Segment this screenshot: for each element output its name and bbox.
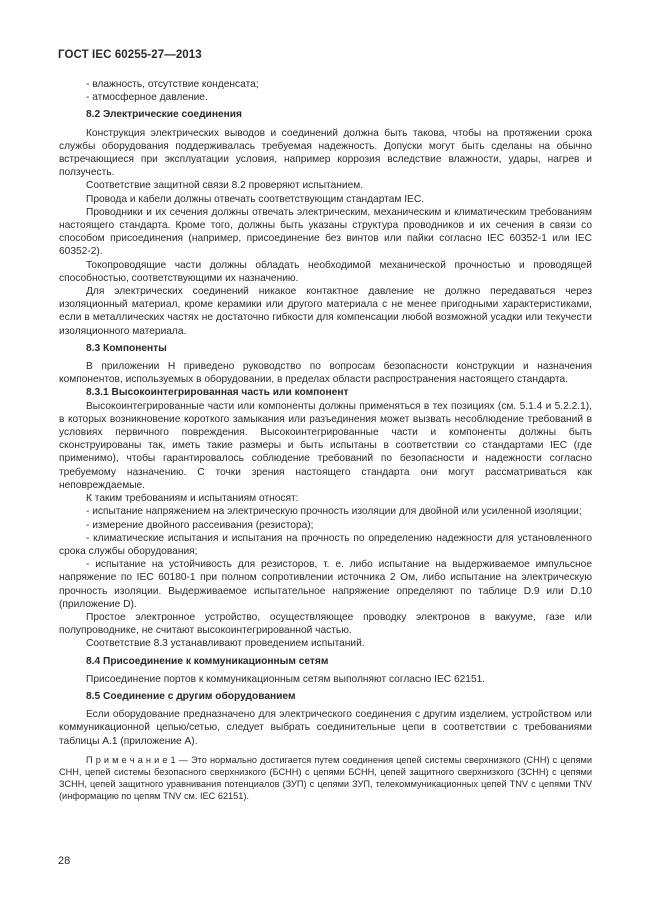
paragraph: - испытание напряжением на электрическую прочность изоляции для двойной или усиленной изоляции; [86, 506, 582, 518]
subsection-heading: 8.3.1 Высокоинтегрированная часть или компонент [86, 387, 349, 399]
paragraph: Провода и кабели должны отвечать соответствующим стандартам IEC. [86, 193, 425, 205]
paragraph: - климатические испытания и испытания на прочность по определению надежности для установленного срока службы оборудования; [59, 532, 592, 557]
paragraph: Соответствие 8.3 устанавливают проведением испытаний. [86, 638, 365, 650]
paragraph: - атмосферное давление. [86, 92, 208, 104]
section-heading: 8.3 Компоненты [86, 342, 167, 354]
paragraph: Простое электронное устройство, осуществляющее проводку электронов в вакууме, газе или полупроводнике, не считают высокоинтегрированной частью. [59, 611, 592, 637]
paragraph: Высокоинтегрированные части или компоненты должны применяться в тех позициях (см. 5.1.4 и 5.2.2.1), в которых возникновение короткого замыкания или разъединения может вызвать несоблюдение требований в условиях первичного повреждения. Высокоинтегрированные части и компоненты должны быть сконструированы так, иметь такие размеры и быть испытаны в соответствии со стандартами IEC (где применимо), чтобы гарантировалось соблюдение требований по безопасности и надежности согласно требуемому назначению. С точки зрения настоящего стандарта они могут рассматриваться как неповреждаемые. [59, 400, 592, 491]
paragraph: - испытание на устойчивость для резисторов, т. е. либо испытание на выдерживаемое импульсное напряжение по IEC 60180-1 при полном сопротивлении источника 2 Ом, либо испытание на электрическую прочность изоляции. Выдерживаемое испытательное напряжение определяют по таблице D.9 или D.10 (приложение D). [59, 559, 592, 610]
paragraph: К таким требованиям и испытаниям относят: [86, 493, 299, 505]
paragraph: Конструкция электрических выводов и соединений должна быть такова, чтобы на протяжении срока службы оборудования поддерживалась требуемая надежность. Допуски могут быть сделаны на обычно встречающиеся при эксплуатации условия, например коррозия вследствие влажности, удары, нагрев и ползучесть. [59, 127, 592, 179]
page-number: 28 [58, 855, 71, 867]
paragraph: В приложении Н приведено руководство по вопросам безопасности конструкции и назначения компонентов, используемых в оборудовании, в пределах области распространения настоящего стандарта. [59, 361, 592, 386]
page-header-standard-code: ГОСТ IEC 60255-27—2013 [58, 49, 202, 61]
paragraph: Токопроводящие части должны обладать необходимой механической прочностью и проводящей способностью, соответствующими их назначению. [59, 259, 592, 284]
paragraph: Для электрических соединений никакое контактное давление не должно передаваться через изоляционный материал, кроме керамики или другого материала с не менее пригодными характеристиками, если в металлических частях не достаточно гибкости для компенсации любой возможной усадки или текучести изоляционного материала. [59, 286, 592, 337]
document-body [59, 78, 592, 803]
section-heading: 8.5 Соединение с другим оборудованием [86, 690, 296, 702]
section-heading: 8.2 Электрические соединения [86, 109, 242, 121]
paragraph: Присоединение портов к коммуникационным сетям выполняют согласно IEC 62151. [86, 673, 486, 685]
paragraph: Если оборудование предназначено для электрического соединения с другим изделием, устройством или коммуникационной цепью/сетью, следует выбрать соединительные цепи в соответствии с требованиями таблицы А.1 (приложение А). [59, 709, 592, 747]
paragraph: - измерение двойного рассеивания (резистора); [86, 519, 314, 531]
paragraph: Проводники и их сечения должны отвечать электрическим, механическим и климатическим требованиям настоящего стандарта. Кроме того, должны быть указаны структура проводников и их сечения в связи со способом присоединения (например, присоединение без винтов или пайки согласно IEC 60352-1 или IEC 60352-2). [59, 206, 592, 258]
paragraph: - влажность, отсутствие конденсата; [86, 79, 259, 90]
note-paragraph: П р и м е ч а н и е 1 — Это нормально достигается путем соединения цепей системы сверхнизкого (СНН) с цепями СНН, цепей системы безопасного сверхнизкого (БСНН) с цепями БСНН, цепей защитного сверхнизкого (ЗСНН) с цепями ЗСНН, цепей защитного уравнивания потенциалов (ЗУП) с цепями ЗУП, телекоммуникационных цепей TNV с цепями TNV (информацию по цепям TNV см. IEC 62151). [59, 754, 592, 802]
paragraph: Соответствие защитной связи 8.2 проверяют испытанием. [86, 180, 364, 192]
section-heading: 8.4 Присоединение к коммуникационным сетям [86, 655, 329, 667]
